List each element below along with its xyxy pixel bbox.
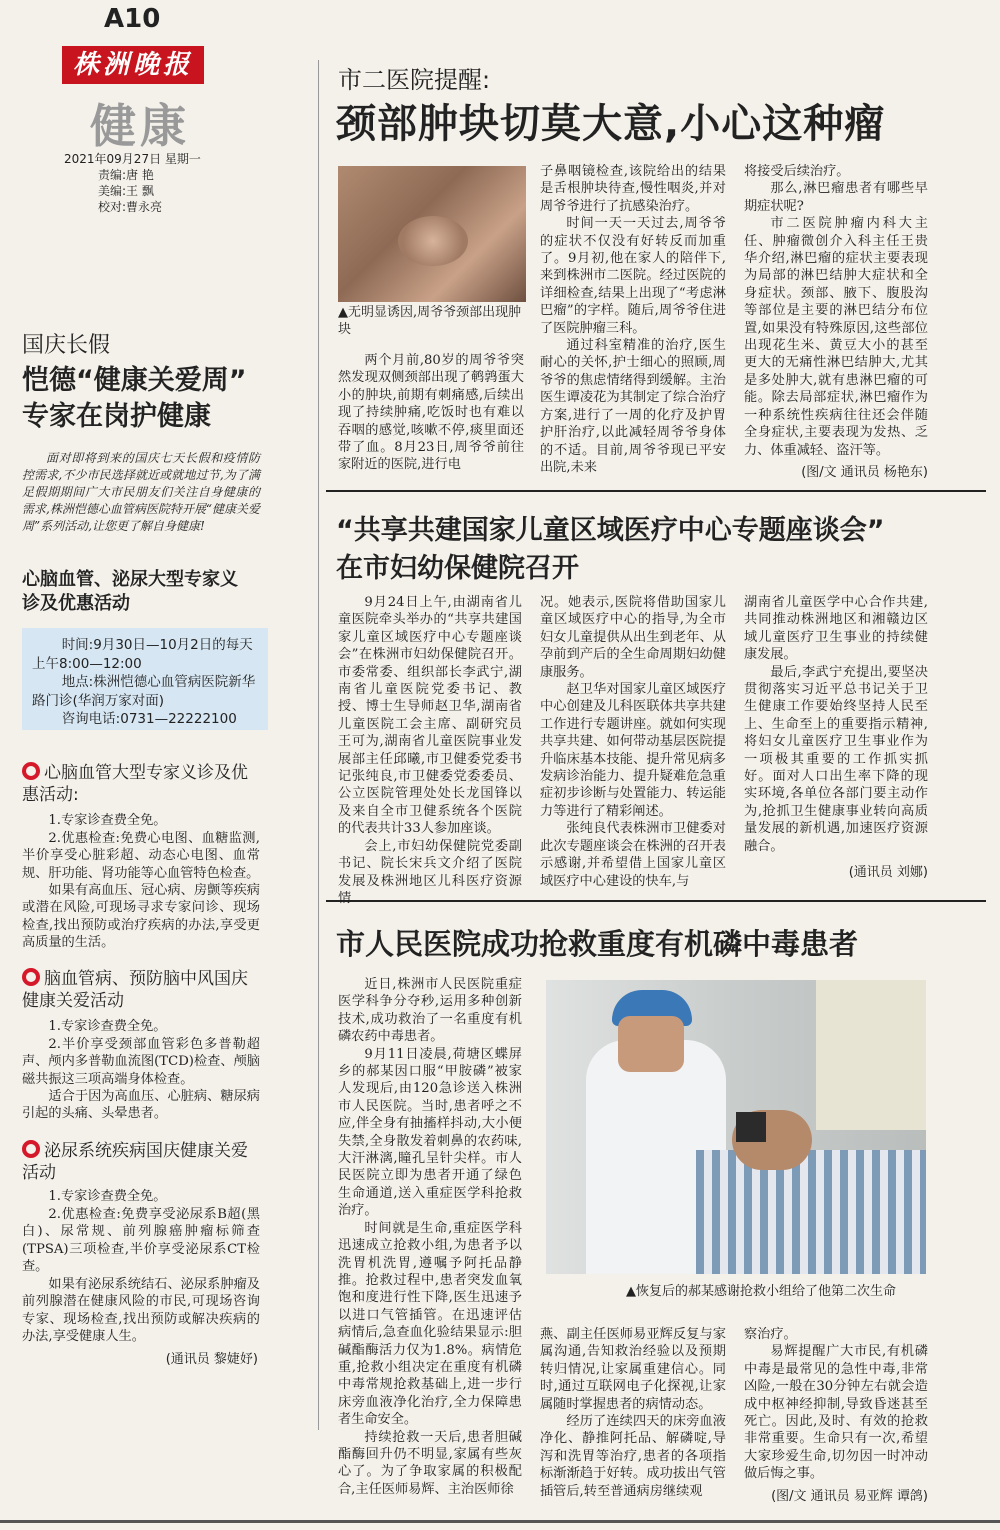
article3-col1: 近日,株洲市人民医院重症医学科争分夺秒,运用多种创新技术,成功救治了一名重度有机磷农药中毒患者。 9月11日凌晨,荷塘区蝶屏乡的郝某因口服“甲胺磷”被家人发现后,由120急诊送入株洲市人民医院。当时,患者呼之不应,伴全身有抽搐样抖动,大小便失禁,全身散发着刺鼻的农药味,大汗淋漓,瞳孔呈针尖样。市人民医院立即为患者开通了绿色生命通道,送入重症医学科抢救治疗。 时间就是生命,重症医学科迅速成立抢救小组,为患者予以洗胃机洗胃,遵嘱予阿托品静推。抢救过程中,患者突发血氧饱和度进行性下降,医生迅速予以进口气管插管。在迅速评估病情后,急查血化验结果显示:胆碱酯酶活力仅为1.8%。病情危重,抢救小组决定在重度有机磷中毒常规抢救基础上,进一步行床旁血液净化治疗,全力保障患者生命安全。 持续抢救一天后,患者胆碱酯酶回升仍不明显,家属有些灰心了。为了争取家属的积极配合,主任医师易辉、主治医师徐 (338, 977, 522, 1497)
article1-col1: 两个月前,80岁的周爷爷突然发现双侧颈部出现了鹌鹑蛋大小的肿块,前期有刺痛感,后续出现了持续肿痛,吃饭时也有难以吞咽的感觉,咳嗽不停,痰里面还带了血。8月23日,周爷爷前往家附近的医院,进行电 (338, 353, 524, 473)
info-box (22, 628, 268, 730)
s1-p2: 2.优惠检查:免费心电图、血糖监测,半价享受心脏彩超、动态心电图、血常规、肝功能、肾功能等心血管特色检查。 (22, 831, 260, 881)
circle-bullet-icon (22, 1140, 40, 1158)
paper-logo: 株洲晚报 (62, 46, 204, 84)
s2-p3: 适合于因为高血压、心脏病、糖尿病引起的头痛、头晕患者。 (22, 1089, 260, 1122)
designer: 美编:王 飘 (98, 184, 154, 198)
article3-col3: 察治疗。 易辉提醒广大市民,有机磷中毒是最常见的急性中毒,非常凶险,一般在30分钟左右就会造成中枢神经抑制,导致昏迷甚至死亡。因此,及时、有效的抢救非常重要。生命只有一次,希望大家珍爱生命,切勿因一时冲动做后悔之事。 (图/文 通讯员 易亚辉 谭鸽) (744, 1327, 928, 1504)
sidebar-title-1: 恺德“健康关爱周” (22, 365, 247, 396)
article3-photo-caption: ▲恢复后的郝某感谢抢救小组给了他第二次生命 (626, 1284, 896, 1299)
sidebar-subtitle: 心脑血管、泌尿大型专家义诊及优惠活动 (22, 569, 238, 614)
article2-headline-2: 在市妇幼保健院召开 (336, 553, 579, 584)
sidebar-section-3-title: 泌尿系统疾病国庆健康关爱活动 (22, 1141, 248, 1183)
article2-col1: 9月24日上午,由湖南省儿童医院牵头举办的“共享共建国家儿童区域医疗中心专题座谈会”在株洲市妇幼保健院召开。市委常委、组织部长李武宁,湖南省儿童医院党委书记、教授、博士生导师赵卫华,湖南省儿童医院工会主席、副研究员王可为,湖南省儿童医院事业发展部主任邱曦,市卫健委党委书记张纯良,市卫健委党委委员、公立医院管理处处长龙国锋以及来自全市卫健系统各个医院的代表共计33人参加座谈。 会上,市妇幼保健院党委副书记、院长宋兵文介绍了医院发展及株洲地区儿科医疗资源情 (338, 595, 522, 906)
sidebar-section-1-title: 心脑血管大型专家义诊及优惠活动: (22, 763, 248, 805)
info-time: 时间:9月30日—10月2日的每天上午8:00—12:00 (32, 637, 253, 672)
article2-credit: (通讯员 刘娜) (848, 865, 928, 881)
sidebar-intro: 面对即将到来的国庆七天长假和疫情防控需求,不少市民选择就近或就地过节,为了满足假期期间广大市民朋友们关注自身健康的需求,株洲恺德心血管病医院特开展“健康关爱周”系列活动,让您更了解自身健康! (22, 451, 260, 533)
circle-bullet-icon (22, 968, 40, 986)
article1-headline: 颈部肿块切莫大意,小心这种瘤 (336, 101, 886, 147)
issue-date: 2021年09月27日 星期一 (64, 152, 201, 166)
article3-headline: 市人民医院成功抢救重度有机磷中毒患者 (336, 927, 859, 961)
s3-p2: 2.优惠检查:免费享受泌尿系B超(黑白)、尿常规、前列腺癌肿瘤标筛查(TPSA)三项检查,半价享受泌尿系CT检查。 (22, 1207, 260, 1275)
article2-col2: 况。她表示,医院将借助国家儿童区域医疗中心的指导,为全市妇女儿童提供从出生到老年、从孕前到产后的全生命周期妇幼健康服务。 赵卫华对国家儿童区域医疗中心创建及儿科医联体共享共建工作进行专题讲座。就如何实现共享共建、如何带动基层医院提升临床基本技能、提升常见病多发病诊治能力、提升疑难危急重症初步诊断与处置能力、转运能力等进行了精彩阐述。 张纯良代表株洲市卫健委对此次专题座谈会在株洲的召开表示感谢,并希望借上国家儿童区域医疗中心建设的快车,与 (540, 595, 726, 889)
doctor-patient-photo (546, 980, 926, 1274)
article1-col2: 子鼻咽镜检查,该院给出的结果是舌根肿块待查,慢性咽炎,并对周爷爷进行了抗感染治疗。 时间一天一天过去,周爷爷的症状不仅没有好转反而加重了。9月初,他在家人的陪伴下,来到株洲市二医院。经过医院的详细检查,结果上出现了“考虑淋巴瘤”的字样。随后,周爷爷住进了医院肿瘤三科。 通过科室精准的治疗,医生耐心的关怀,护士细心的照顾,周爷爷的焦虑情绪得到缓解。主治医生谭凌花为其制定了综合治疗方案,进行了一周的化疗及护胃护肝治疗,以此减轻周爷爷身体的不适。目前,周爷爷现已平安出院,未来 (540, 164, 726, 475)
info-phone: 咨询电话:0731—22222100 (61, 711, 237, 727)
s3-p1: 1.专家诊查费全免。 (48, 1189, 167, 1204)
bottom-rule (0, 1520, 1000, 1523)
article1-credit: (图/文 通讯员 杨艳东) (801, 464, 928, 480)
sidebar-section-2-title: 脑血管病、预防脑中风国庆健康关爱活动 (22, 969, 248, 1011)
article2-headline-1: “共享共建国家儿童区域医疗中心专题座谈会” (336, 515, 885, 546)
section-title: 健康 (90, 99, 190, 153)
s2-p1: 1.专家诊查费全免。 (48, 1019, 167, 1034)
sidebar-title-2: 专家在岗护健康 (22, 401, 211, 432)
proofreader: 校对:曹永亮 (98, 200, 163, 214)
neck-lump-photo (338, 166, 526, 302)
article1-kicker: 市二医院提醒: (338, 66, 491, 94)
article3-col2: 燕、副主任医师易亚辉反复与家属沟通,告知救治经验以及预期转归情况,让家属重建信心。同时,通过互联网电子化探视,让家属随时掌握患者的病情动态。 经历了连续四天的床旁血液净化、静推阿托品、解磷啶,导泻和洗胃等治疗,患者的各项指标渐渐趋于好转。成功拔出气管插管后,转至普通病房继续观 (540, 1327, 726, 1499)
editor: 责编:唐 艳 (98, 168, 154, 182)
s3-p3: 如果有泌尿系统结石、泌尿系肿瘤及前列腺潜在健康风险的市民,可现场咨询专家、现场检查,找出预防或解决疾病的办法,享受健康人生。 (22, 1277, 260, 1345)
column-divider (318, 60, 319, 1430)
s2-p2: 2.半价享受颈部血管彩色多普勒超声、颅内多普勒血流图(TCD)检查、颅脑磁共振这三项高端身体检查。 (22, 1037, 260, 1087)
section-divider-1 (326, 490, 986, 492)
info-place: 地点:株洲恺德心血管病医院新华路门诊(华润万家对面) (32, 674, 256, 709)
article1-col3: 将接受后续治疗。 那么,淋巴瘤患者有哪些早期症状呢? 市二医院肿瘤内科大主任、肿瘤微创介入科主任王贵华介绍,淋巴瘤的症状主要表现为局部的淋巴结肿大症状和全身症状。颈部、腋下、腹股沟等部位是主要的淋巴结分布位置,如果没有特殊原因,这些部位出现花生米、黄豆大小的甚至更大的无痛性淋巴结肿大,尤其是多处肿大,就有患淋巴瘤的可能。除去局部症状,淋巴瘤作为一种系统性疾病往往还会伴随全身症状,主要表现为发热、乏力、体重减轻、盗汗等。 (图/文 通讯员 杨艳东) (744, 164, 928, 480)
article1-photo-caption: ▲无明显诱因,周爷爷颈部出现肿块 (338, 305, 522, 337)
s1-p3: 如果有高血压、冠心病、房颤等疾病或潜在风险,可现场寻求专家问诊、现场检查,找出预防或治疗疾病的办法,享受更高质量的生活。 (22, 883, 260, 951)
s1-p1: 1.专家诊查费全免。 (48, 813, 167, 828)
sidebar-credit: (通讯员 黎婕妤) (165, 1352, 258, 1367)
article3-credit: (图/文 通讯员 易亚辉 谭鸽) (771, 1488, 928, 1504)
circle-bullet-icon (22, 762, 40, 780)
article2-col3: 湖南省儿童医学中心合作共建,共同推动株洲地区和湘赣边区域儿童医疗卫生事业的持续健康发展。 最后,李武宁充提出,要坚决贯彻落实习近平总书记关于卫生健康工作要始终坚持人民至上、生命至上的重要指示精神,将妇女儿童医疗卫生事业作为一项极其重要的工作抓实抓好。面对人口出生率下降的现实环境,各单位各部门要主动作为,抢抓卫生健康事业转向高质量发展的新机遇,加速医疗资源融合。 (通讯员 刘娜) (744, 595, 928, 881)
sidebar-kicker: 国庆长假 (22, 333, 111, 358)
page-number: A10 (104, 4, 161, 34)
